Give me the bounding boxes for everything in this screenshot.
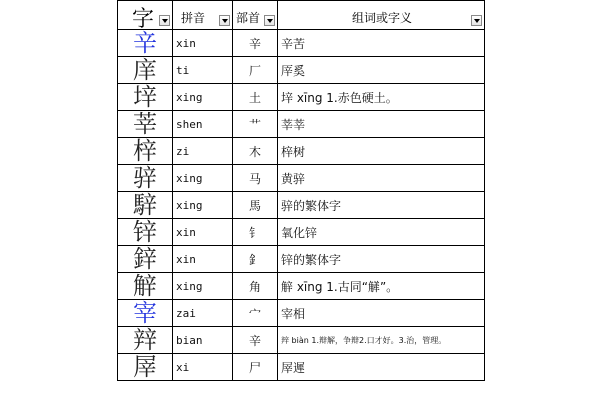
meaning-cell[interactable]: 辡 biàn 1.辩解，争辩2.口才好。3.治，管理。 [278,327,485,354]
meaning-cell[interactable]: 黄骍 [278,165,485,192]
radical-cell[interactable]: 馬 [233,192,278,219]
table-row [118,300,485,327]
table-row [118,57,485,84]
pinyin-cell[interactable]: xing [173,84,233,111]
pinyin-cell[interactable]: zai [173,300,233,327]
table-row [118,327,485,354]
meaning-cell[interactable]: 觪 xīng 1.古同“觲”。 [278,273,485,300]
table-row [118,273,485,300]
pinyin-cell[interactable]: xing [173,165,233,192]
header-pinyin-label: 拼音 [181,11,206,25]
char-cell[interactable]: 骍 [118,165,173,192]
radical-cell[interactable]: 厂 [233,57,278,84]
meaning-cell[interactable]: 辛苦 [278,30,485,57]
table-row [118,165,485,192]
table-row [118,84,485,111]
char-cell[interactable]: 锌 [118,219,173,246]
header-pinyin [173,1,233,30]
pinyin-cell[interactable]: bian [173,327,233,354]
radical-cell[interactable]: 辛 [233,327,278,354]
meaning-cell[interactable]: 锌的繁体字 [278,246,485,273]
radical-cell[interactable]: 辛 [233,30,278,57]
header-meaning-label: 组词或字义 [352,11,413,25]
char-cell[interactable]: 宰 [118,300,173,327]
char-cell[interactable]: 垶 [118,84,173,111]
pinyin-cell[interactable]: xin [173,246,233,273]
meaning-cell[interactable]: 莘莘 [278,111,485,138]
header-radical [233,1,278,30]
char-cell[interactable]: 庠 [118,57,173,84]
pinyin-cell[interactable]: shen [173,111,233,138]
filter-dropdown-radical-icon[interactable] [264,15,275,26]
meaning-cell[interactable]: 梓树 [278,138,485,165]
radical-cell[interactable]: 木 [233,138,278,165]
table-row [118,354,485,381]
pinyin-cell[interactable]: xing [173,273,233,300]
character-table [117,0,485,381]
filter-dropdown-char-icon[interactable] [159,15,170,26]
meaning-cell[interactable]: 骍的繁体字 [278,192,485,219]
radical-cell[interactable]: 釒 [233,246,278,273]
radical-cell[interactable]: 宀 [233,300,278,327]
header-char [118,1,173,30]
char-cell[interactable]: 辡 [118,327,173,354]
radical-cell[interactable]: 土 [233,84,278,111]
pinyin-cell[interactable]: xin [173,219,233,246]
spreadsheet [117,0,484,381]
table-row [118,246,485,273]
meaning-cell[interactable]: 垶 xīng 1.赤色硬土。 [278,84,485,111]
pinyin-cell[interactable]: zi [173,138,233,165]
radical-cell[interactable]: 角 [233,273,278,300]
filter-dropdown-pinyin-icon[interactable] [219,15,230,26]
pinyin-cell[interactable]: xing [173,192,233,219]
radical-cell[interactable]: 尸 [233,354,278,381]
header-row [118,1,485,30]
radical-cell[interactable]: 艹 [233,111,278,138]
table-row [118,111,485,138]
table-row [118,219,485,246]
filter-dropdown-meaning-icon[interactable] [471,15,482,26]
char-cell[interactable]: 鋅 [118,246,173,273]
char-cell[interactable]: 屖 [118,354,173,381]
header-meaning [278,1,485,30]
char-cell[interactable]: 騂 [118,192,173,219]
header-char-label: 字 [132,7,155,30]
meaning-cell[interactable]: 屖遲 [278,354,485,381]
char-cell[interactable]: 梓 [118,138,173,165]
meaning-cell[interactable]: 宰相 [278,300,485,327]
header-radical-label: 部首 [236,11,261,25]
char-cell[interactable]: 莘 [118,111,173,138]
char-cell[interactable]: 觪 [118,273,173,300]
meaning-cell[interactable]: 厗奚 [278,57,485,84]
pinyin-cell[interactable]: xin [173,30,233,57]
table-row [118,30,485,57]
meaning-cell[interactable]: 氧化锌 [278,219,485,246]
radical-cell[interactable]: 马 [233,165,278,192]
pinyin-cell[interactable]: xi [173,354,233,381]
pinyin-cell[interactable]: ti [173,57,233,84]
radical-cell[interactable]: 钅 [233,219,278,246]
char-cell[interactable]: 辛 [118,30,173,57]
table-row [118,138,485,165]
table-row [118,192,485,219]
